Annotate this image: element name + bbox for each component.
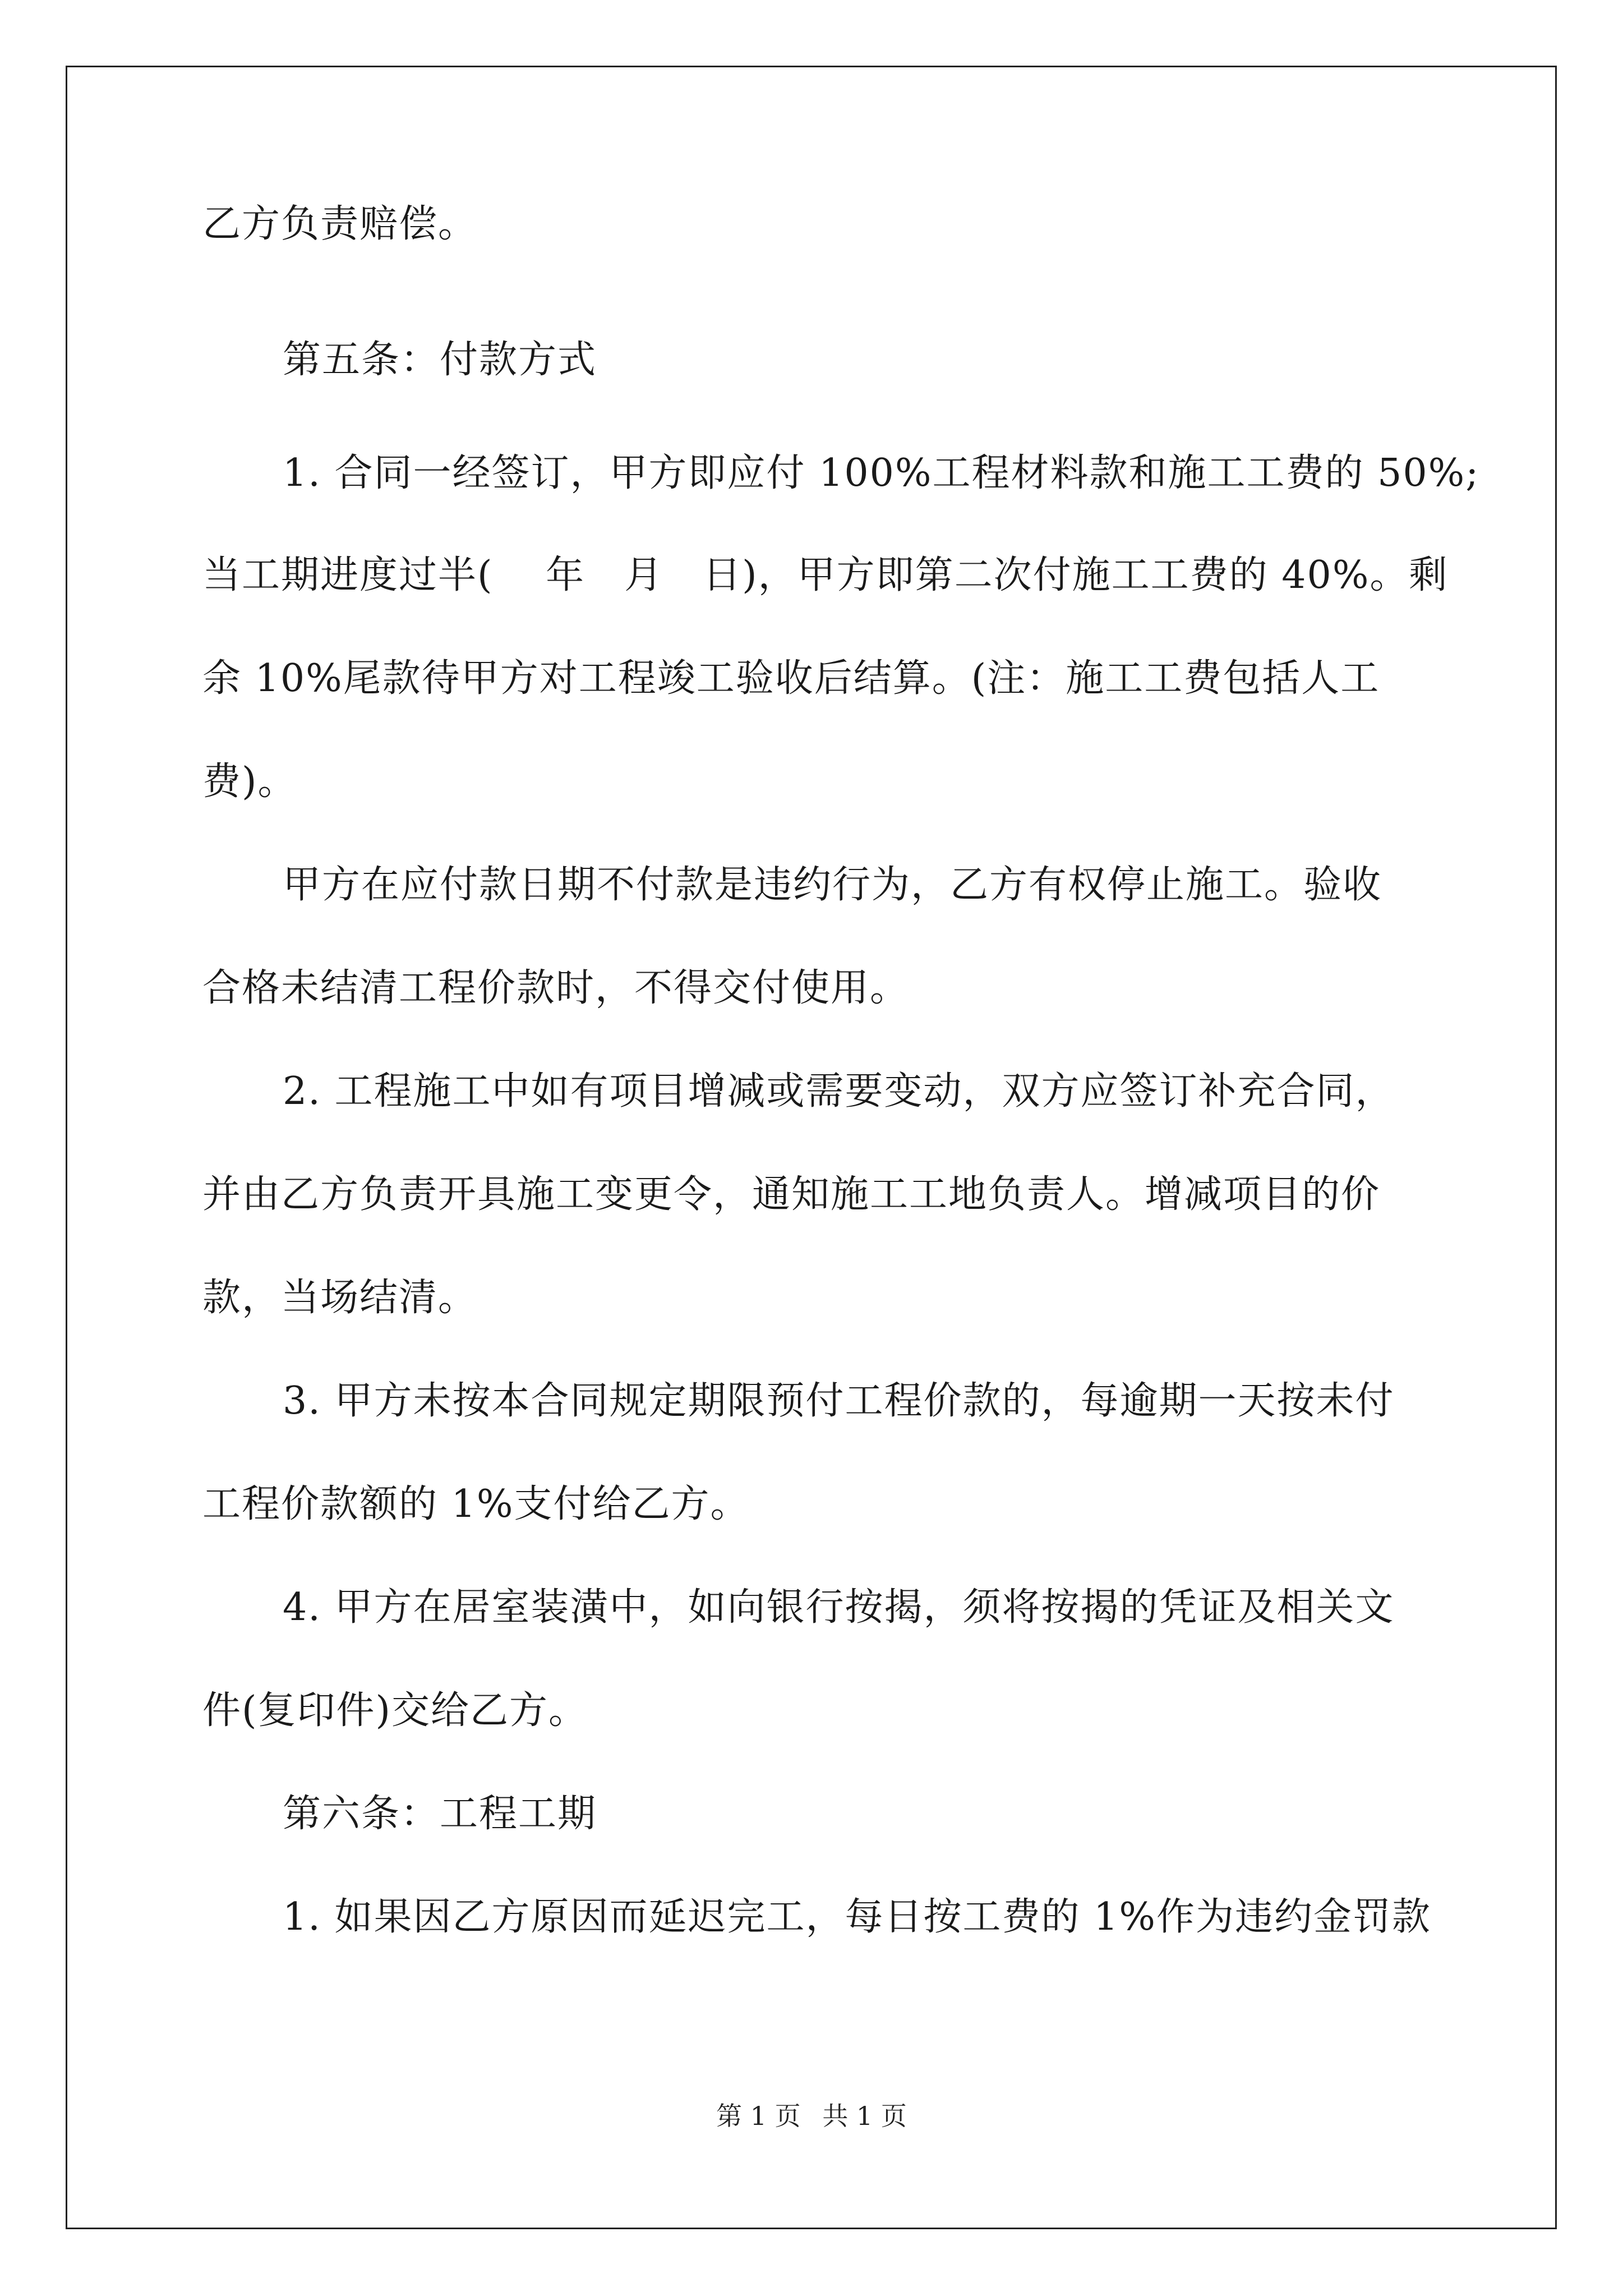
paragraph-line: 费)。: [202, 760, 297, 804]
paragraph-line: 甲方在应付款日期不付款是违约行为，乙方有权停止施工。验收: [283, 863, 1382, 907]
paragraph-line: 件(复印件)交给乙方。: [202, 1688, 588, 1733]
paragraph-line: 余 10%尾款待甲方对工程竣工验收后结算。(注：施工工费包括人工: [202, 656, 1380, 701]
section-heading: 第六条：工程工期: [283, 1792, 597, 1836]
paragraph-line: 工程价款额的 1%支付给乙方。: [202, 1482, 750, 1526]
paragraph-line: 款，当场结清。: [202, 1276, 478, 1320]
paragraph-line: 当工期进度过半( 年 月 日)，甲方即第二次付施工工费的 40%。剩: [202, 553, 1449, 597]
paragraph-line: 乙方负责赔偿。: [202, 202, 478, 246]
paragraph-line: 并由乙方负责开具施工变更令，通知施工工地负责人。增减项目的价: [202, 1172, 1381, 1217]
paragraph-line: 1. 如果因乙方原因而延迟完工，每日按工费的 1%作为违约金罚款: [283, 1895, 1431, 1939]
paragraph-line: 4. 甲方在居室装潢中，如向银行按揭，须将按揭的凭证及相关文: [283, 1585, 1395, 1630]
page-footer: [0, 2100, 1623, 2132]
paragraph-line: 3. 甲方未按本合同规定期限预付工程价款的，每逾期一天按未付: [283, 1379, 1395, 1423]
page-number: 第 1 页: [716, 2101, 801, 2131]
paragraph-line: 1. 合同一经签订，甲方即应付 100%工程材料款和施工工费的 50%;: [283, 451, 1480, 495]
paragraph-line: 2. 工程施工中如有项目增减或需要变动，双方应签订补充合同，: [283, 1069, 1395, 1114]
section-heading: 第五条：付款方式: [283, 338, 597, 382]
page-total: 共 1 页: [822, 2101, 907, 2131]
paragraph-line: 合格未结清工程价款时，不得交付使用。: [202, 966, 910, 1010]
